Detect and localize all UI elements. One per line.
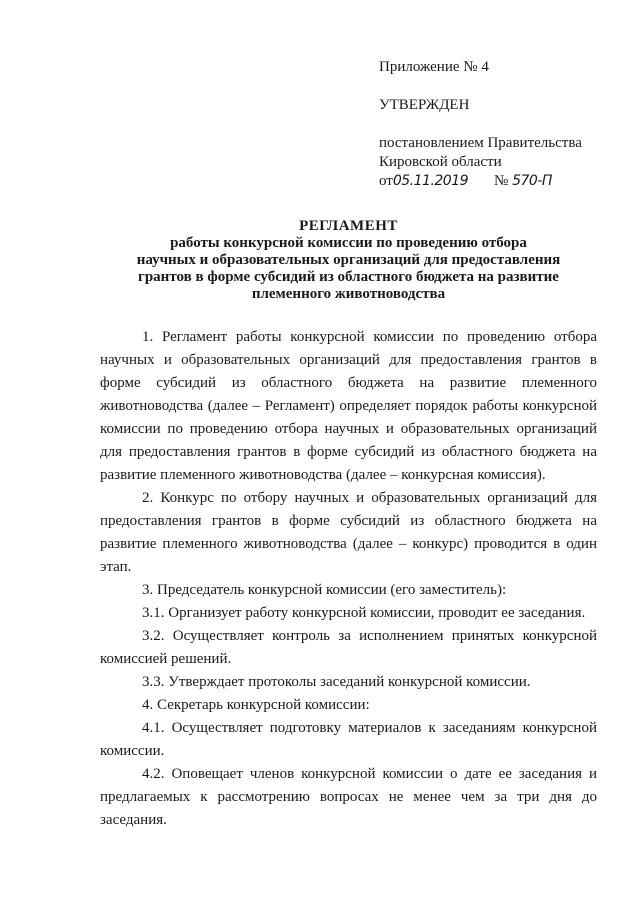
title-line: научных и образовательных организаций для предоставления	[136, 252, 561, 268]
title-line: племенного животноводства	[251, 286, 446, 302]
document-body	[100, 326, 597, 832]
decree-line-2: Кировской области	[379, 154, 502, 170]
paragraph: 2. Конкурс по отбору научных и образовательных организаций для предоставления грантов в форме субсидий из областного бюджета на развитие племенного животноводства (далее – конкурс) проводится в один этап.	[100, 490, 597, 575]
title-line: работы конкурсной комиссии по проведению отбора	[170, 235, 527, 251]
paragraph: 4.1. Осуществляет подготовку материалов к заседаниям конкурсной комиссии.	[100, 720, 597, 759]
appendix-label: Приложение № 4	[379, 59, 489, 75]
paragraph: 3.3. Утверждает протоколы заседаний конкурсной комиссии.	[142, 674, 531, 690]
handwritten-date: 05.11.2019	[392, 173, 469, 189]
decree-date-line	[379, 172, 619, 191]
paragraph: 1. Регламент работы конкурсной комиссии по проведению отбора научных и образовательных организаций для предоставления грантов в форме субсидий из областного бюджета на развитие племенного животноводства (далее – Регламент) определяет порядок работы конкурсной комиссии по проведению отбора научных и образовательных организаций для предоставления грантов в форме субсидий из областного бюджета на развитие племенного животноводства (далее – конкурсная комиссия).	[100, 329, 597, 483]
title-line: грантов в форме субсидий из областного бюджета на развитие	[138, 269, 559, 285]
approval-block	[379, 58, 619, 191]
title-main: РЕГЛАМЕНТ	[299, 218, 398, 234]
paragraph: 4. Секретарь конкурсной комиссии:	[142, 697, 370, 713]
paragraph: 4.2. Оповещает членов конкурсной комиссии о дате ее заседания и предлагаемых к рассмотрению вопросах не менее чем за три дня до заседания.	[100, 766, 597, 828]
paragraph: 3.1. Организует работу конкурсной комиссии, проводит ее заседания.	[142, 605, 586, 621]
approved-label: УТВЕРЖДЕН	[379, 97, 470, 113]
handwritten-number: 570-П	[512, 173, 552, 189]
paragraph: 3.2. Осуществляет контроль за исполнением принятых конкурсной комиссией решений.	[100, 628, 597, 667]
number-label: №	[494, 173, 509, 189]
decree-line-1: постановлением Правительства	[379, 135, 582, 151]
document-title	[100, 218, 597, 303]
paragraph: 3. Председатель конкурсной комиссии (его заместитель):	[142, 582, 507, 598]
date-prefix: от	[379, 173, 393, 189]
